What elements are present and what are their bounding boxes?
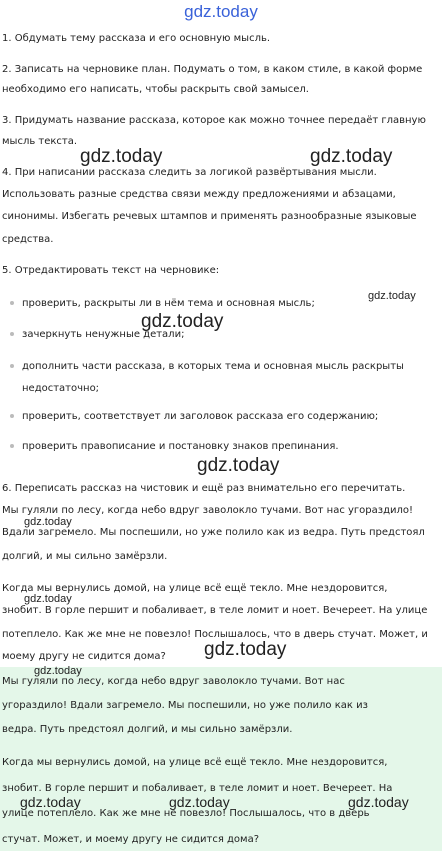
story-line: долгий, и мы сильно замёрзли. xyxy=(2,551,168,562)
site-logo[interactable]: gdz.today xyxy=(184,2,258,21)
bullet-text: зачеркнуть ненужные детали; xyxy=(22,329,185,340)
bullet-icon xyxy=(10,444,14,448)
watermark: gdz.today xyxy=(310,146,393,167)
bullet-icon xyxy=(10,414,14,418)
step-3-line-1: 3. Придумать название рассказа, которое как можно точнее передаёт главную xyxy=(2,115,426,126)
step-4-line-1: 4. При написании рассказа следить за логикой развёртывания мысли. xyxy=(2,167,377,178)
bullet-icon xyxy=(10,301,14,305)
watermark: gdz.today xyxy=(197,455,280,476)
watermark: gdz.today xyxy=(20,794,81,810)
bullet-text: проверить, раскрыты ли в нём тема и основная мысль; xyxy=(22,298,315,309)
bullet-item-continuation: недостаточно; xyxy=(22,383,100,394)
watermark: gdz.today xyxy=(368,290,416,302)
bullet-text: проверить правописание и постановку знаков препинания. xyxy=(22,441,339,452)
story-line: Вдали загремело. Мы поспешили, но уже полило как из ведра. Путь предстоял xyxy=(2,527,425,538)
watermark: gdz.today xyxy=(80,146,163,167)
answer-line: ведра. Путь предстоял долгий, и мы сильно замёрзли. xyxy=(2,724,293,735)
step-2-line-1: 2. Записать на черновике план. Подумать о том, в каком стиле, в какой форме xyxy=(2,64,423,75)
watermark: gdz.today xyxy=(141,311,224,332)
bullet-item xyxy=(10,298,442,310)
bullet-text: проверить, соответствует ли заголовок рассказа его содержанию; xyxy=(22,411,379,422)
step-6: 6. Переписать рассказ на чистовик и ещё раз внимательно его перечитать. xyxy=(2,483,406,494)
step-4-line-3: синонимы. Избегать речевых штампов и применять разнообразные языковые xyxy=(2,211,417,222)
step-3-line-2: мысль текста. xyxy=(2,136,78,147)
answer-line: улице потеплело. Как же мне не повезло! Послышалось, что в дверь xyxy=(2,808,370,819)
bullet-item xyxy=(10,441,442,453)
bullet-text: дополнить части рассказа, в которых тема и основная мысль раскрыты xyxy=(22,361,404,372)
story-line: Мы гуляли по лесу, когда небо вдруг заволокло тучами. Вот нас угораздило! xyxy=(2,505,414,516)
step-5: 5. Отредактировать текст на черновике: xyxy=(2,265,220,276)
bullet-icon xyxy=(10,364,14,368)
watermark: gdz.today xyxy=(169,794,230,810)
watermark: gdz.today xyxy=(24,516,72,528)
bullet-icon xyxy=(10,332,14,336)
step-4-line-4: средства. xyxy=(2,234,54,245)
watermark: gdz.today xyxy=(24,593,72,605)
answer-line: стучат. Может, и моему другу не сидится дома? xyxy=(2,834,260,845)
watermark: gdz.today xyxy=(34,665,82,677)
bullet-item xyxy=(10,329,442,341)
bullet-item xyxy=(10,411,442,423)
answer-line: знобит. В горле першит и побаливает, в теле ломит и ноет. Вечереет. На xyxy=(2,783,393,794)
step-2-line-2: необходимо его написать, чтобы раскрыть свой замысел. xyxy=(2,84,309,95)
watermark: gdz.today xyxy=(204,639,287,660)
step-4-line-2: Использовать разные средства связи между предложениями и абзацами, xyxy=(2,189,396,200)
story-line: потеплело. Как же мне не повезло! Послышалось, что в дверь стучат. Может, и xyxy=(2,629,428,640)
watermark: gdz.today xyxy=(348,794,409,810)
bullet-item xyxy=(10,361,442,373)
answer-line: угораздило! Вдали загремело. Мы поспешили, но уже полило как из xyxy=(2,700,368,711)
story-line: Когда мы вернулись домой, на улице всё ещё текло. Мне нездоровится, xyxy=(2,583,388,594)
step-1: 1. Обдумать тему рассказа и его основную мысль. xyxy=(2,33,271,44)
answer-line: Мы гуляли по лесу, когда небо вдруг заволокло тучами. Вот нас xyxy=(2,676,345,687)
story-line: моему другу не сидится дома? xyxy=(2,651,166,662)
story-line: знобит. В горле першит и побаливает, в теле ломит и ноет. Вечереет. На улице xyxy=(2,605,428,616)
answer-line: Когда мы вернулись домой, на улице всё ещё текло. Мне нездоровится, xyxy=(2,757,388,768)
